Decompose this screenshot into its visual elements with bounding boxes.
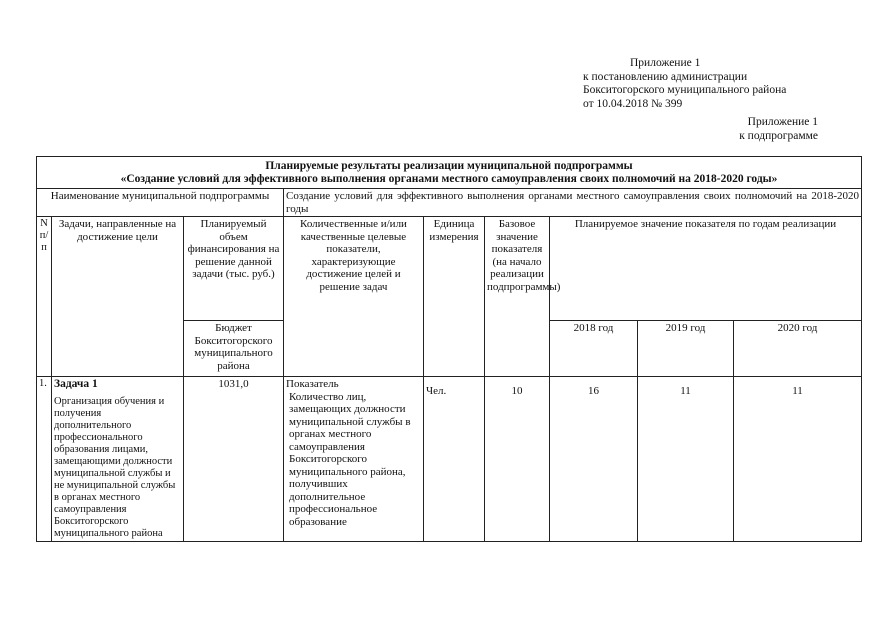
funding-value: 1031,0 xyxy=(184,377,284,542)
table-title-row xyxy=(37,157,862,189)
results-table xyxy=(36,156,862,542)
value-2020: 11 xyxy=(734,377,862,542)
sub-appendix-title: Приложение 1 xyxy=(747,116,818,128)
year-2019-header: 2019 год xyxy=(638,321,734,377)
sub-appendix-line: к подпрограмме xyxy=(739,129,818,142)
table-row xyxy=(37,377,862,542)
appendix-line: к постановлению администрации xyxy=(583,70,748,83)
base-value: 10 xyxy=(485,377,550,542)
col-funding-header: Планируемый объем финансирования на решение данной задачи (тыс. руб.) xyxy=(184,217,284,321)
col-tasks-header: Задачи, направленные на достижение цели xyxy=(52,217,184,377)
sub-appendix-header xyxy=(739,116,818,143)
col-base-header: Базовое значение показателя (на начало реализации подпрограммы) xyxy=(485,217,550,377)
col-num-header: N п/п xyxy=(37,217,52,377)
subprogram-name-row xyxy=(37,189,862,217)
col-budget-header: Бюджет Бокситогорского муниципального района xyxy=(184,321,284,377)
value-2019: 11 xyxy=(638,377,734,542)
value-2018: 16 xyxy=(550,377,638,542)
indicator-text: Количество лиц, замещающих должности муниципальной службы в органах местного самоуправления Бокситогорского муниципального района, получивших дополнительное профессиональное образование xyxy=(289,390,411,528)
year-2018-header: 2018 год xyxy=(550,321,638,377)
unit-value: Чел. xyxy=(424,377,485,542)
appendix-title: Приложение 1 xyxy=(630,57,701,69)
task-cell xyxy=(52,377,184,542)
task-title: Задача 1 xyxy=(54,378,98,390)
appendix-line: Бокситогорского муниципального района xyxy=(583,84,787,96)
col-planned-header: Планируемое значение показателя по годам реализации xyxy=(550,217,862,321)
task-text: Организация обучения и получения дополнительного профессионального образования лицами, замещающими должности муниципальной службы и не муниципальной службы в органах местного самоуправления Бокситогорского муниципального района xyxy=(54,396,176,539)
col-indicators-header: Количественные и/или качественные целевые показатели, характеризующие достижение целей и решение задач xyxy=(284,217,424,377)
col-unit-header: Единица измерения xyxy=(424,217,485,377)
table-title: Планируемые результаты реализации муниципальной подпрограммы «Создание условий для эффективного выполнения органами местного самоуправления своих полномочий на 2018-2020 годы» xyxy=(37,157,862,189)
row-num: 1. xyxy=(37,377,52,542)
subprogram-name-label: Наименование муниципальной подпрограммы xyxy=(37,189,284,217)
table-header-row xyxy=(37,217,862,321)
appendix-date: от 10.04.2018 № 399 xyxy=(583,97,683,110)
year-2020-header: 2020 год xyxy=(734,321,862,377)
indicator-cell xyxy=(284,377,424,542)
indicator-label: Показатель xyxy=(286,378,339,390)
subprogram-name-value: Создание условий для эффективного выполнения органами местного самоуправления своих полномочий на 2018-2020 годы xyxy=(284,189,862,217)
appendix-header xyxy=(583,57,843,111)
